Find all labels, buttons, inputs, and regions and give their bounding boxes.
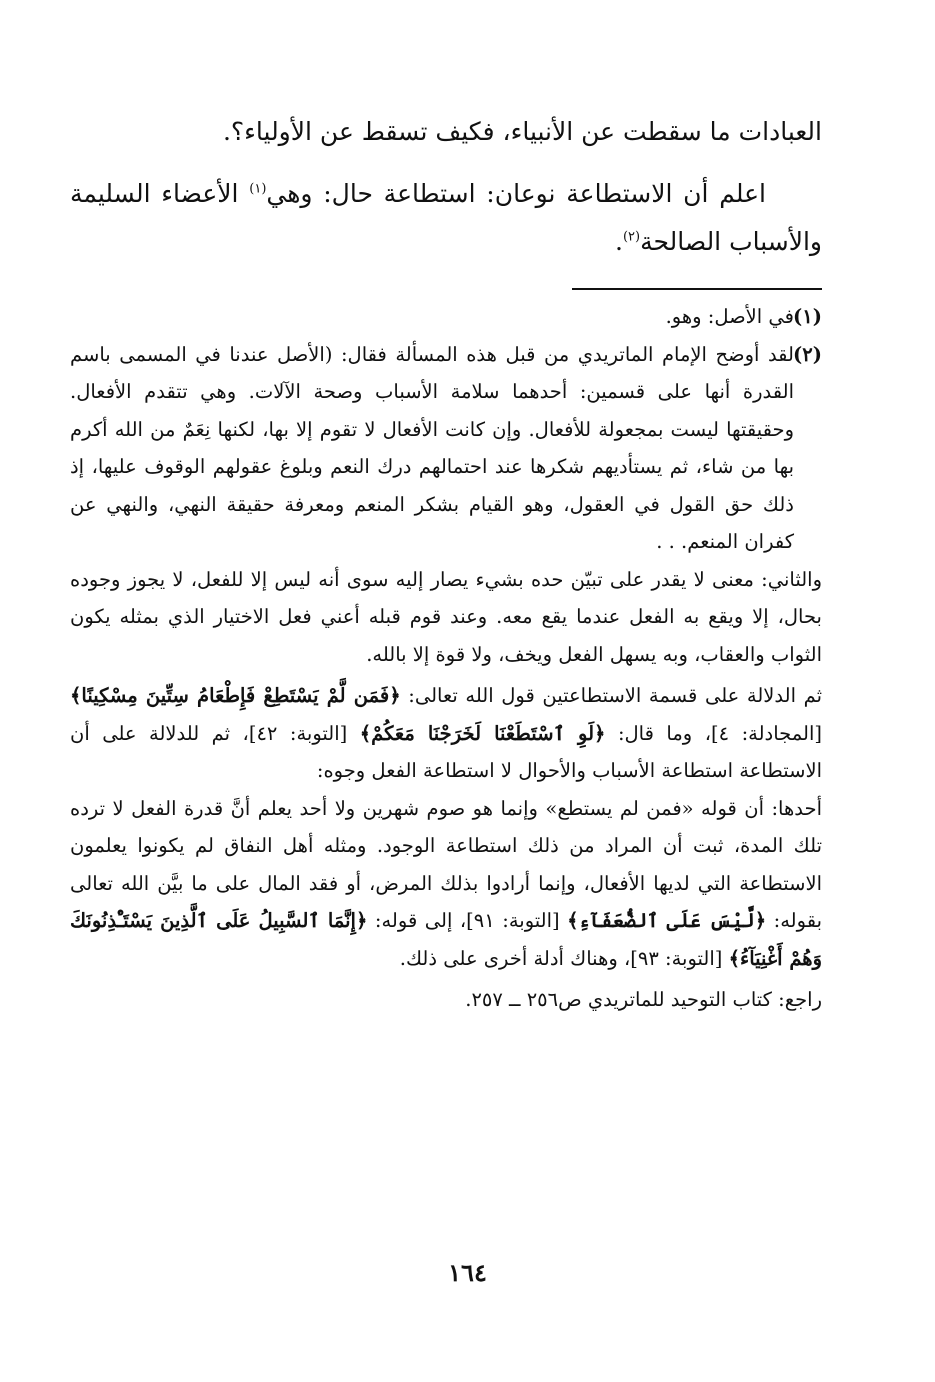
footnote-2 [70, 336, 822, 561]
quran-verse-2: ﴿لَوِ ٱسْتَطَعْنَا لَخَرَجْنَا مَعَكُمْ﴾ [359, 721, 606, 745]
evidence-text-b: [المجادلة: ٤]، وما قال: [605, 721, 822, 745]
footnote-1 [70, 298, 822, 336]
evidence-text-c: [التوبة: ٤٢]، ثم للدلالة على أن الاستطاعة استطاعة الأسباب والأحوال لا استطاعة الفعل وجوه: [70, 721, 822, 782]
main-paragraph-1: العبادات ما سقطت عن الأنبياء، فكيف تسقط عن الأولياء؟. [222, 117, 822, 146]
footnote-reference: راجع: كتاب التوحيد للماتريدي ص٢٥٦ ــ ٢٥٧. [465, 988, 822, 1011]
footnote-ref-1: (١) [249, 181, 267, 197]
page-body [70, 108, 822, 1019]
footnote-1-text: في الأصل: وهو. [665, 305, 794, 328]
footnote-paragraph-second: والثاني: معنى لا يقدر على تبيّن حده بشيء يصار إليه سوى أنه ليس إلا للفعل، لا يجوز وجوده بحال، إلا ويقع به الفعل عندما يقع معه. وعند قوم قبله أعني فعل الاختيار الذي بمثله يكون الثواب والعقاب، وبه يسهل الفعل ويخف، ولا قوة إلا بالله. [70, 567, 822, 666]
first-text-b: [التوبة: ٩١]، إلى قوله: [367, 909, 568, 932]
evidence-text-a: ثم الدلالة على قسمة الاستطاعتين قول الله تعالى: [400, 684, 823, 707]
main-paragraph-2-text-a: اعلم أن الاستطاعة نوعان: استطاعة حال: وهي [266, 179, 767, 208]
quran-verse-3: ﴿لَّيْسَ عَلَى ٱلضُّعَفَآءِ﴾ [567, 909, 767, 932]
footnote-2-text: لقد أوضح الإمام الماتريدي من قبل هذه المسألة فقال: (الأصل عندنا في المسمى باسم القدرة أنها على قسمين: أحدهما سلامة الأسباب وصحة الآلات. وهي تتقدم الأفعال. وحقيقتها ليست بمجعولة للأفعال. وإن كانت الأفعال لا تقوم إلا بها، لكنها نِعَمٌ من الله أكرم بها من شاء، ثم يستأديهم شكرها عند احتمالهم درك النعم وبلوغ عقولهم الوقوف عليها، إذ ذلك حق القول في العقول، وهو القيام بشكر المنعم ومعرفة حقيقة النهي، والنهي عن كفران المنعم. . . [70, 342, 794, 553]
footnote-paragraph-evidence [70, 677, 822, 790]
footnote-separator [572, 288, 822, 290]
first-text-a: أحدها: أن قوله «فمن لم يستطع» وإنما هو صوم شهرين ولا أحد يعلم أنَّ قدرة الفعل لا ترده تلك المدة، ثبت أن المراد من ذلك استطاعة الوجود. ومثله أهل النفاق لم يكونوا يعلمون الاستطاعة التي لديها الأفعال، وإنما أرادوا بذلك المرض، أو فقد المال على ما بيَّن الله تعالى بقوله: [70, 796, 822, 932]
footnotes [70, 298, 822, 1019]
quran-verse-1: ﴿فَمَن لَّمْ يَسْتَطِعْ فَإِطْعَامُ سِتِّينَ مِسْكِينًا﴾ [70, 684, 401, 707]
main-text [70, 108, 822, 266]
footnote-paragraph-first [70, 790, 822, 978]
footnote-2-number: (٢) [793, 342, 822, 366]
quran-verse-4: ﴿إِنَّمَا ٱلسَّبِيلُ عَلَى ٱلَّذِينَ يَسْتَـْٔذِنُونَكَ وَهُمْ أَغْنِيَآءُ﴾ [70, 909, 822, 970]
first-text-c: [التوبة: ٩٣]، وهناك أدلة أخرى على ذلك. [399, 946, 729, 970]
footnote-ref-2: (٢) [622, 229, 641, 245]
main-paragraph-2-text-b: الأعضاء السليمة والأسباب الصالحة [70, 179, 822, 256]
main-paragraph-2 [70, 170, 822, 266]
page-number: ١٦٤ [448, 1258, 487, 1287]
footnote-1-number: (١) [793, 305, 822, 328]
main-paragraph-2-text-c: . [615, 227, 623, 256]
